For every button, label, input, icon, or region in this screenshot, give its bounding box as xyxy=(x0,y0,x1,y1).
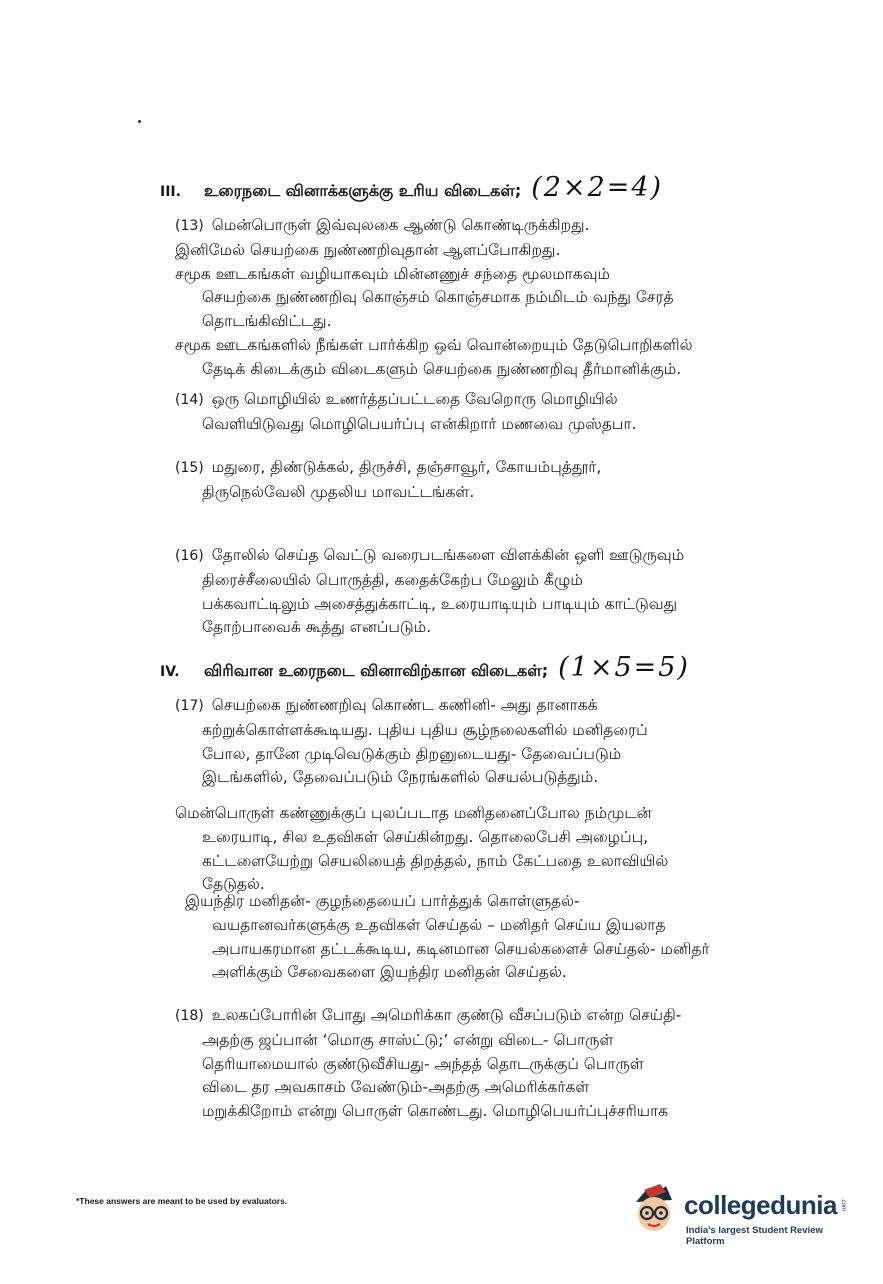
answer-17-line: அபாயகரமான தட்டக்கூடிய, கடினமான செயல்களைச் செய்தல்- மனிதர் xyxy=(212,939,710,958)
answer-17-line: இடங்களில், தேவைப்படும் நேரங்களில் செயல்படுத்தும். xyxy=(202,768,599,787)
answer-15-number: (15) xyxy=(175,460,204,476)
answer-13-line: தொடங்கிவிட்டது. xyxy=(202,312,332,331)
answer-18-number: (18) xyxy=(175,1008,204,1024)
answer-15-line: மதுரை, திண்டுக்கல், திருச்சி, தஞ்சாவூர், கோயம்புத்தூர், xyxy=(211,458,602,476)
student-mascot-icon xyxy=(626,1180,682,1240)
answer-13 xyxy=(175,214,693,382)
scan-speck xyxy=(138,120,141,123)
answer-16-line: தோலில் செய்த வெட்டு வரைபடங்களை விளக்கின் ஒளி ஊடுருவும் xyxy=(211,546,685,564)
answer-16-number: (16) xyxy=(175,548,204,564)
answer-18-line: அதற்கு ஜப்பான் ‘மொகு சாஸ்ட்டு;’ என்று விடை- பொருள் xyxy=(202,1030,614,1049)
answer-14-number: (14) xyxy=(175,392,204,408)
answer-16 xyxy=(175,544,684,640)
answer-15 xyxy=(175,456,601,505)
answer-13-line: மென்பொருள் இவ்வுலகை ஆண்டு கொண்டிருக்கிறது. xyxy=(211,216,590,234)
answer-18 xyxy=(175,1004,681,1124)
answer-14 xyxy=(175,388,637,437)
section-3-heading xyxy=(160,172,663,203)
answer-15-line: திருநெல்வேலி முதலிய மாவட்டங்கள். xyxy=(202,482,475,501)
section-4-number: IV. xyxy=(160,664,180,680)
logo-tagline: India's largest Student Review Platform xyxy=(686,1225,823,1247)
answer-16-line: பக்கவாட்டிலும் அசைத்துக்காட்டி, உரையாடியும் பாடியும் காட்டுவது xyxy=(202,594,678,613)
section-4-title: விரிவான உரைநடை வினாவிற்கான விடைகள்; xyxy=(204,661,549,680)
answer-14-line: ஒரு மொழியில் உணர்த்தப்பட்டதை வேறொரு மொழியில் xyxy=(211,390,618,408)
answer-18-line: தெரியாமையால் குண்டுவீசியது- அந்தத் தொடருக்குப் பொருள் xyxy=(202,1054,644,1073)
answer-14-line: வெளியிடுவது மொழிபெயர்ப்பு என்கிறார் மணவை முஸ்தபா. xyxy=(202,414,637,433)
answer-17 xyxy=(175,694,648,790)
answer-17-paragraph-3 xyxy=(185,890,710,985)
answer-17-line: தேடுதல். xyxy=(202,875,265,894)
answer-17-line: இயந்திர மனிதன்- குழந்தையைப் பார்த்துக் கொள்ளுதல்- xyxy=(185,892,580,910)
answer-17-line: கட்டளையேற்று செயலியைத் திறத்தல், நாம் கேட்பதை உலாவியில் xyxy=(202,851,669,870)
answer-13-line: இனிமேல் செயற்கை நுண்ணறிவுதான் ஆளப்போகிறது. xyxy=(175,240,561,259)
section-4-marks: (1×5=5) xyxy=(558,652,690,683)
answer-17-paragraph-2 xyxy=(175,802,668,897)
logo-wordmark: collegedunia xyxy=(684,1190,837,1220)
answer-18-line: விடை தர அவகாசம் வேண்டும்-அதற்கு அமெரிக்கர்கள் xyxy=(202,1078,590,1097)
answer-18-line: மறுக்கிறோம் என்று பொருள் கொண்டது. மொழிபெயர்ப்புச்சரியாக xyxy=(202,1102,669,1121)
answer-13-number: (13) xyxy=(175,218,204,234)
answer-17-line: செயற்கை நுண்ணறிவு கொண்ட கணினி- அது தானாகக் xyxy=(211,696,598,714)
answer-17-line: போல, தானே முடிவெடுக்கும் திறனுடையது- தேவைப்படும் xyxy=(202,744,622,763)
answer-17-line: உரையாடி, சில உதவிகள் செய்கின்றது. தொலைபேசி அழைப்பு, xyxy=(202,827,649,846)
answer-17-number: (17) xyxy=(175,698,204,714)
section-3-number: III. xyxy=(160,184,181,200)
answer-13-line: செயற்கை நுண்ணறிவு கொஞ்சம் கொஞ்சமாக நம்மிடம் வந்து சேரத் xyxy=(202,288,674,307)
answer-16-line: தோற்பாவைக் கூத்து எனப்படும். xyxy=(202,618,432,637)
answer-17-line: அளிக்கும் சேவைகளை இயந்திர மனிதன் செய்தல். xyxy=(212,963,567,982)
answer-18-line: உலகப்போரின் போது அமெரிக்கா குண்டு வீசப்படும் என்ற செய்தி- xyxy=(211,1006,682,1024)
answer-17-line: கற்றுக்கொள்ளக்கூடியது. புதிய புதிய சூழ்நலைகளில் மனிதரைப் xyxy=(202,720,648,739)
logo-domain: .com xyxy=(840,1198,846,1212)
answer-13-line: தேடிக் கிடைக்கும் விடைகளும் செயற்கை நுண்ணறிவு தீர்மானிக்கும். xyxy=(202,359,682,378)
answer-13-line: சமூக ஊடகங்கள் வழியாகவும் மின்னணுச் சந்தை மூலமாகவும் xyxy=(175,264,611,283)
answer-17-line: மென்பொருள் கண்ணுக்குப் புலப்படாத மனிதனைப்போல நம்முடன் xyxy=(175,804,652,822)
answer-13-line: சமூக ஊடகங்களில் நீங்கள் பார்க்கிற ஒவ் வொன்றையும் தேடுபொறிகளில் xyxy=(175,335,693,354)
evaluator-note: *These answers are meant to be used by evaluators. xyxy=(76,1196,288,1206)
section-4-heading xyxy=(160,652,690,683)
answer-17-line: வயதானவர்களுக்கு உதவிகள் செய்தல் – மனிதர் செய்ய இயலாத xyxy=(212,915,666,934)
section-3-marks: (2×2=4) xyxy=(531,172,664,203)
answer-16-line: திரைச்சீலையில் பொருத்தி, கதைக்கேற்ப மேலும் கீழும் xyxy=(202,570,583,589)
collegedunia-logo[interactable] xyxy=(626,1180,856,1247)
section-3-title: உரைநடை வினாக்களுக்கு உரிய விடைகள்; xyxy=(204,181,522,200)
